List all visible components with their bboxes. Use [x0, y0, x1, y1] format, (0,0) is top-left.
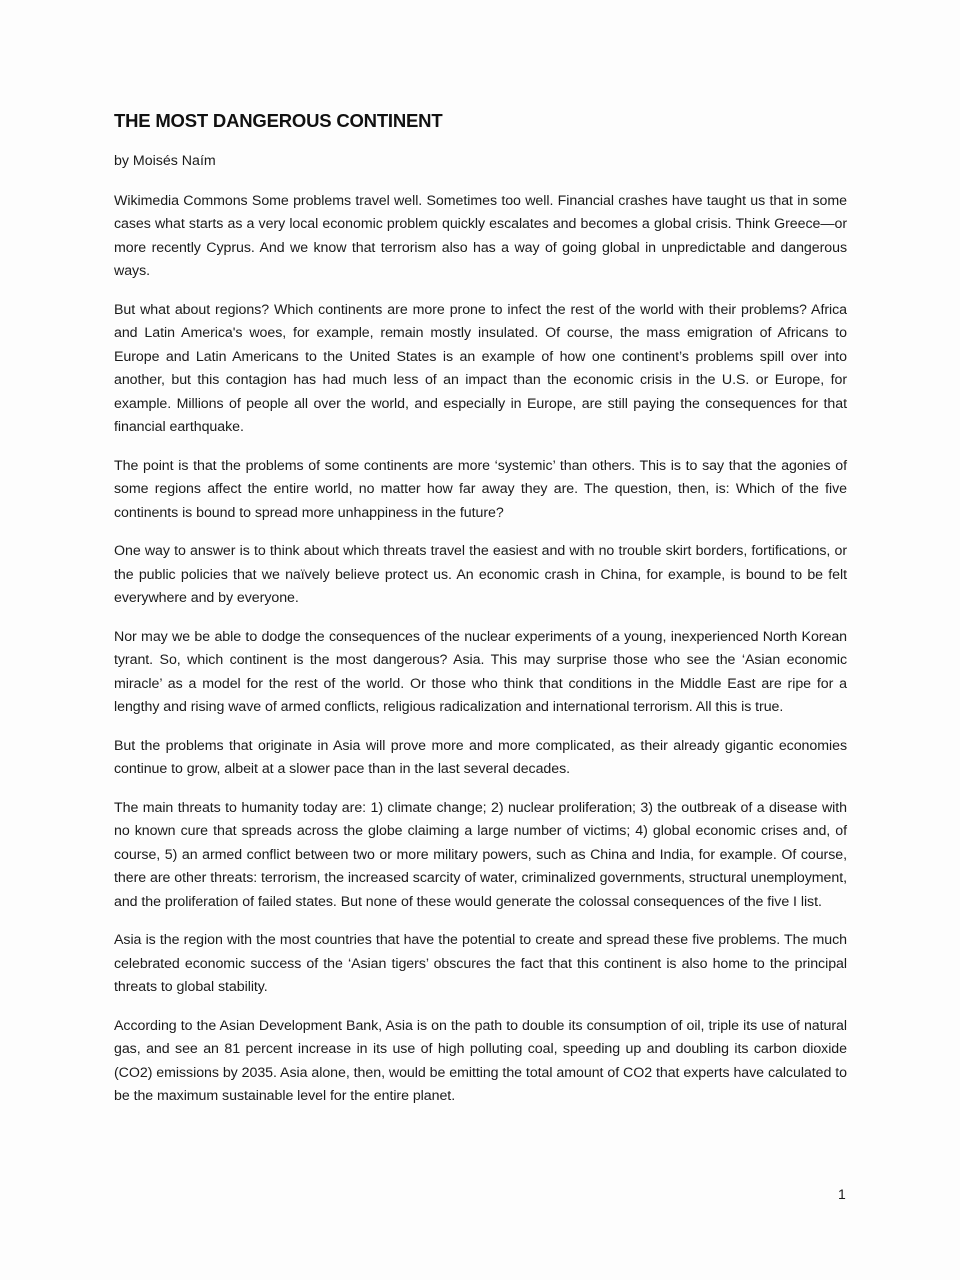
- paragraph-9: According to the Asian Development Bank, Asia is on the path to double its consumption of oil, triple its use of natural gas, and see an 81 percent increase in its use of high polluting coal, speeding up and doubling its carbon dioxide (CO2) emissions by 2035. Asia alone, then, would be emitting the total amount of CO2 that experts have calculated to be the maximum sustainable level for the entire planet.: [114, 1017, 847, 1104]
- paragraph-5: Nor may we be able to dodge the consequences of the nuclear experiments of a young, inexperienced North Korean tyrant. So, which continent is the most dangerous? Asia. This may surprise those who see the ‘Asian economic miracle’ as a model for the rest of the world. Or those who think that conditions in the Middle East are ripe for a lengthy and rising wave of armed conflicts, religious radicalization and international terrorism. All this is true.: [114, 628, 847, 715]
- page-number: 1: [838, 1186, 846, 1202]
- document-title: THE MOST DANGEROUS CONTINENT: [114, 110, 443, 131]
- document-body: [114, 108, 847, 1124]
- paragraph-7: The main threats to humanity today are: 1) climate change; 2) nuclear proliferation; 3) the outbreak of a disease with no known cure that spreads across the globe claiming a large number of victims; 4) global economic crises and, of course, 5) an armed conflict between two or more military powers, such as China and India, for example. Of course, there are other threats: terrorism, the increased scarcity of water, criminalized governments, structural unemployment, and the proliferation of failed states. But none of these would generate the colossal consequences of the five I list.: [114, 799, 847, 910]
- author-byline: by Moisés Naím: [114, 153, 216, 169]
- paragraph-4: One way to answer is to think about which threats travel the easiest and with no trouble skirt borders, fortifications, or the public policies that we naïvely believe protect us. An economic crash in China, for example, is bound to be felt everywhere and by everyone.: [114, 543, 847, 606]
- paragraph-6: But the problems that originate in Asia will prove more and more complicated, as their already gigantic economies continue to grow, albeit at a slower pace than in the last several decades.: [114, 737, 847, 777]
- paragraph-3: The point is that the problems of some continents are more ‘systemic’ than others. This is to say that the agonies of some regions affect the entire world, no matter how far away they are. The question, then, is: Which of the five continents is bound to spread more unhappiness in the future?: [114, 457, 847, 521]
- paragraph-2: But what about regions? Which continents are more prone to infect the rest of the world with their problems? Africa and Latin America's woes, for example, remain mostly insulated. Of course, the mass emigration of Africans to Europe and Latin Americans to the United States is an example of how one continent’s problems spill over into another, but this contagion has had much less of an impact than the economic crisis in the U.S. or Europe, for example. Millions of people all over the world, and especially in Europe, are still paying the consequences for that financial earthquake.: [114, 301, 847, 435]
- paragraph-1: Wikimedia Commons Some problems travel well. Sometimes too well. Financial crashes have taught us that in some cases what starts as a very local economic problem quickly escalates and becomes a global crisis. Think Greece—or more recently Cyprus. And we know that terrorism also has a way of going global in unpredictable and dangerous ways.: [114, 192, 847, 279]
- paragraph-8: Asia is the region with the most countries that have the potential to create and spread these five problems. The much celebrated economic success of the ‘Asian tigers’ obscures the fact that this continent is also home to the principal threats to global stability.: [114, 932, 847, 995]
